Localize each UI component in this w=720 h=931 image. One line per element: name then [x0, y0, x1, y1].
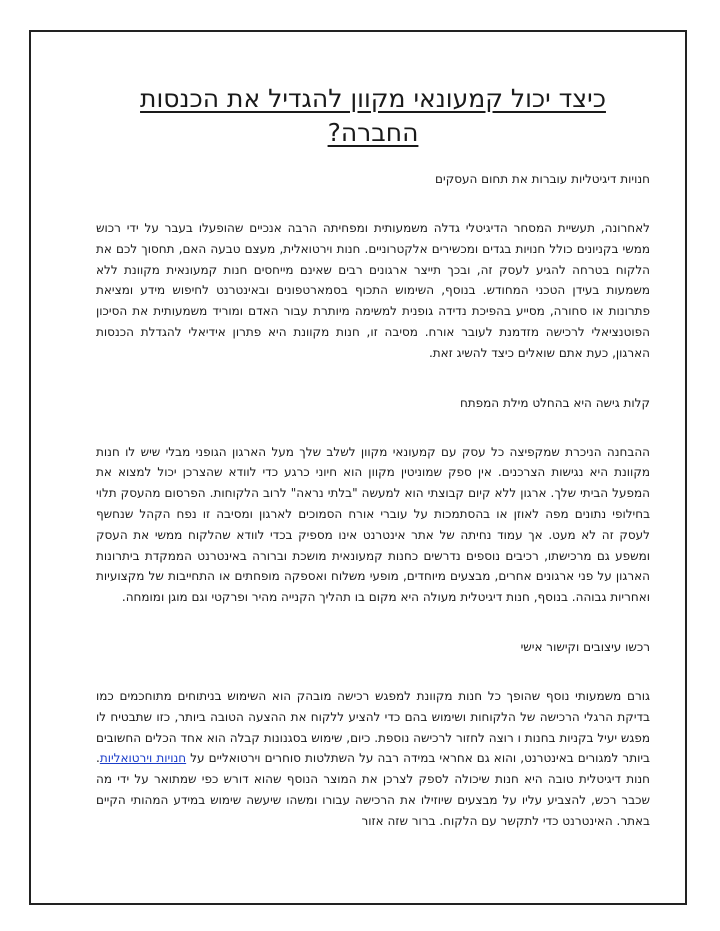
section-digital-stores: [96, 170, 650, 394]
section-heading: רכשו עיצובים וקישור אישי: [520, 639, 650, 654]
paragraph-text-before-link: גורם משמעותי נוסף שהופך כל חנות מקוונת למפגש רכישה מובהק הוא השימוש בניתוחים מתוחכמים כמו בדיקת הרגלי הרכישה של הלקוחות ושימוש בהם כדי להציע ללקוח את ההצעה הטובה ביותר, כזו שתבטיח לו מפגש יעיל בקניות בחנות ו רוצה לחזור לרכישה נוספת. כיום, שימוש בסגנונות קבלה הוא אחד הכלים החשובים ביותר למגורים באינטרנט, והוא גם אחראי במידה רבה על השתלטות סוחרים וירטואליים על: [96, 688, 650, 766]
document-title: כיצד יכול קמעונאי מקוון להגדיל את הכנסות החברה?: [140, 84, 606, 147]
section-paragraph: לאחרונה, תעשיית המסחר הדיגיטלי גדלה משמעותית ומפחיתה הרבה אנכיים שהופעלו בעבר על ידי רכוש ממשי בקניונים כולל חנויות בגדים ומכשירים אלקטרוניים. חנות וירטואלית, מעצם טבעה האם, תחסוך לכם את הלקוח בטרחה להגיע לעסק זה, ובכך תייצר ארגונים רבים שאינם מייחסים חנות קמעונאית מקוונת ללא משמעות בעידן הטכני המחודש. בנוסף, השימוש התכוף בסמארטפונים ובאינטרנט לחיפוש מידע ומציאת פתרונות או סחורה, מסייע בהפיכת נדידה גופנית למשימה מיותרת עבור האדם ומוריד משמעותית את הסיכון הפוטנציאלי לרכישה מזדמנת לעובר אורח. מסיבה זו, חנות מקוונת היא פתרון אידיאלי להגדלת הכנסות הארגון, כעת אתם שואלים כיצד להשיג זאת.: [96, 221, 650, 360]
section-accessibility: [96, 394, 650, 638]
virtual-stores-link[interactable]: חנויות וירטואליות: [99, 751, 187, 766]
section-paragraph: [96, 686, 650, 832]
section-paragraph: ההבחנה הניכרת שמקפיצה כל עסק עם קמעונאי מקוון לשלב שלך מעל הארגון הגופני מבלי שיש לו חנות מקוונת היא נגישות הצרכנים. אין ספק שמוניטין מקוון הוא חיוני כרגע כדי לוודא שהצרכן יכול למצוא את המפעל הביתי שלך. ארגון ללא קיום קבוצתי הוא למעשה "בלתי נראה" לרוב הלקוחות. הפרסום מהעסק תלוי בחילופי נתונים מפה לאוזן או בהסתמכות על עוברי אורח הסמוכים לארגון ומסיבה זו נפח הקהל שנחשף לעסק זה לא מעט. אך עמוד נחיתה של אתר אינטרנט אינו מספיק בכדי לוודא שהלקוח ממשי את העסק ומשפע גם מרכישתו, רכיבים נוספים נדרשים כחנות קמעונאית מושכת וברורה באינטרנט הממקדת ביתרונות הארגון על פני ארגונים אחרים, מבצעים מיוחדים, מופעי משלוח ואספקה מופחתים או התחייבות של מקצועיות ואחריות גבוהה. בנוסף, חנות דיגיטלית מעולה היא מקום בו תהליך הקנייה מהיר ופרקטי וגם מוגן ומומחה.: [96, 444, 650, 605]
section-heading: חנויות דיגיטליות עוברות את תחום העסקים: [435, 172, 650, 186]
paragraph-text-after-link: . חנות דיגיטלית טובה היא חנות שיכולה לספק לצרכן את המוצר הנוסף שהוא דורש כפי שמתואר על ידי מה שכבר רכש, להצביע עליו על מבצעים שיוזילו את הרכישה עבורו ומשהו שיעשה שימוש במידע המהותי הקיים באתר. האינטרנט כדי לתקשר עם הלקוח. ברור שזה אזור: [96, 751, 650, 828]
section-personalization: [96, 638, 650, 832]
section-heading: קלות גישה היא בהחלט מילת המפתח: [459, 395, 650, 410]
document-content: [96, 82, 650, 832]
